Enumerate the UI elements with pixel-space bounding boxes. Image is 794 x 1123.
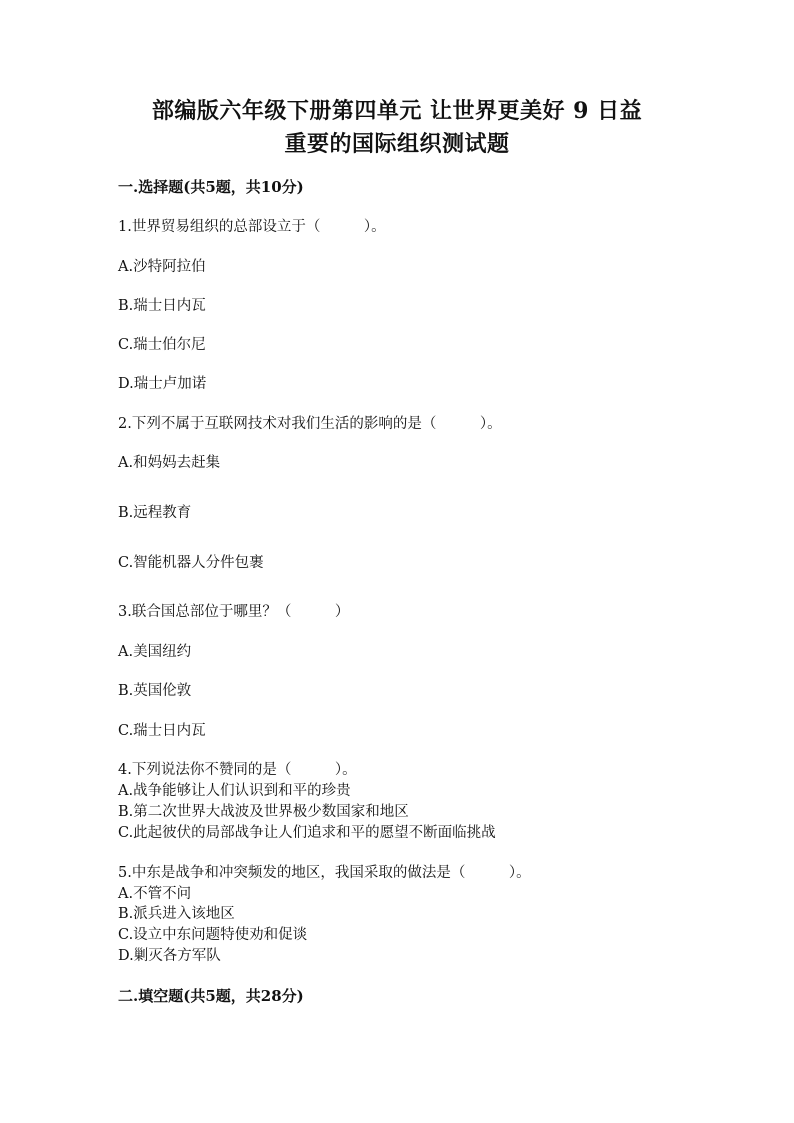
question-1-option-a: A.沙特阿拉伯 [118, 259, 206, 275]
question-5-option-c: C.设立中东问题特使劝和促谈 [118, 927, 308, 943]
page-title-line-1: 部编版六年级下册第四单元 让世界更美好 9 日益 [151, 98, 643, 124]
question-2-option-c: C.智能机器人分件包裹 [118, 555, 264, 571]
question-3-option-a: A.美国纽约 [118, 644, 192, 660]
question-3-option-b: B.英国伦敦 [118, 683, 192, 699]
question-4-option-c: C.此起彼伏的局部战争让人们追求和平的愿望不断面临挑战 [118, 825, 496, 841]
section-heading-choice: 一.选择题(共5题，共10分) [118, 178, 304, 196]
question-1-stem: 1.世界贸易组织的总部设立于（ ）。 [118, 219, 386, 235]
question-4-option-b: B.第二次世界大战波及世界极少数国家和地区 [118, 804, 409, 820]
question-2-option-b: B.远程教育 [118, 505, 192, 521]
question-5-option-d: D.剿灭各方军队 [118, 948, 221, 964]
question-1-option-d: D.瑞士卢加诺 [118, 376, 207, 392]
question-4-option-a: A.战争能够让人们认识到和平的珍贵 [118, 783, 351, 799]
question-4-stem: 4.下列说法你不赞同的是（ ）。 [118, 762, 357, 778]
question-3-option-c: C.瑞士日内瓦 [118, 723, 206, 739]
question-2-stem: 2.下列不属于互联网技术对我们生活的影响的是（ ）。 [118, 416, 502, 432]
question-1-option-c: C.瑞士伯尔尼 [118, 337, 206, 353]
question-1-option-b: B.瑞士日内瓦 [118, 298, 206, 314]
question-3-stem: 3.联合国总部位于哪里？（ ） [118, 604, 350, 620]
page-title-line-2: 重要的国际组织测试题 [284, 131, 510, 157]
question-5-stem: 5.中东是战争和冲突频发的地区，我国采取的做法是（ ）。 [118, 865, 531, 881]
question-5-option-b: B.派兵进入该地区 [118, 906, 235, 922]
question-2-option-a: A.和妈妈去赶集 [118, 455, 221, 471]
question-5-option-a: A.不管不问 [118, 886, 192, 902]
section-heading-fill: 二.填空题(共5题，共28分) [118, 987, 304, 1005]
